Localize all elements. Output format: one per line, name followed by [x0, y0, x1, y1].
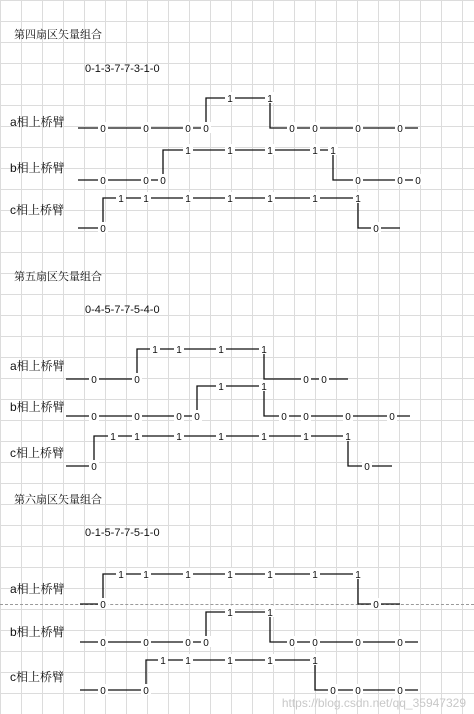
state-value: 0 — [100, 600, 106, 611]
row-label: c相上桥臂 — [10, 446, 65, 460]
state-value: 0 — [134, 375, 140, 386]
sector-title: 第五扇区矢量组合 — [14, 271, 102, 283]
state-value: 0 — [355, 638, 361, 649]
state-value: 1 — [312, 570, 318, 581]
state-value: 0 — [203, 638, 209, 649]
state-value: 0 — [100, 686, 106, 697]
state-value: 1 — [227, 146, 233, 157]
state-value: 0 — [303, 412, 309, 423]
state-value: 1 — [185, 656, 191, 667]
state-value: 0 — [160, 176, 166, 187]
state-value: 0 — [203, 124, 209, 135]
state-value: 1 — [261, 432, 267, 443]
state-value: 0 — [289, 124, 295, 135]
state-value: 1 — [267, 570, 273, 581]
state-value: 1 — [134, 432, 140, 443]
sector-title: 第四扇区矢量组合 — [14, 29, 102, 41]
state-value: 1 — [267, 146, 273, 157]
waveform-line — [78, 98, 418, 128]
state-value: 1 — [227, 570, 233, 581]
state-value: 1 — [227, 656, 233, 667]
state-value: 1 — [110, 432, 116, 443]
state-value: 0 — [303, 375, 309, 386]
state-value: 1 — [176, 345, 182, 356]
state-value: 0 — [373, 600, 379, 611]
state-value: 0 — [330, 686, 336, 697]
state-value: 1 — [218, 432, 224, 443]
sector-title: 第六扇区矢量组合 — [14, 494, 102, 506]
state-value: 0 — [312, 124, 318, 135]
state-value: 1 — [303, 432, 309, 443]
state-value: 0 — [194, 412, 200, 423]
state-value: 1 — [218, 345, 224, 356]
row-label: a相上桥臂 — [10, 582, 65, 596]
row-label: b相上桥臂 — [10, 625, 65, 639]
state-value: 1 — [185, 570, 191, 581]
state-value: 0 — [397, 176, 403, 187]
state-value: 1 — [143, 194, 149, 205]
state-value: 1 — [312, 146, 318, 157]
state-value: 1 — [330, 146, 336, 157]
state-value: 1 — [176, 432, 182, 443]
state-value: 0 — [321, 375, 327, 386]
state-value: 0 — [91, 462, 97, 473]
state-value: 0 — [389, 412, 395, 423]
state-value: 1 — [227, 94, 233, 105]
state-value: 1 — [227, 194, 233, 205]
waveform-line — [80, 612, 418, 642]
vector-sequence: 0-1-5-7-7-5-1-0 — [85, 527, 160, 539]
state-value: 0 — [185, 638, 191, 649]
state-value: 0 — [176, 412, 182, 423]
state-value: 0 — [289, 638, 295, 649]
state-value: 1 — [227, 608, 233, 619]
state-value: 0 — [100, 176, 106, 187]
state-value: 1 — [118, 570, 124, 581]
waveform-line — [78, 150, 418, 180]
row-label: a相上桥臂 — [10, 359, 65, 373]
state-value: 0 — [143, 638, 149, 649]
waveform-line — [78, 198, 400, 228]
state-value: 0 — [355, 124, 361, 135]
state-value: 1 — [185, 146, 191, 157]
row-label: a相上桥臂 — [10, 115, 65, 129]
state-value: 1 — [261, 382, 267, 393]
state-value: 0 — [100, 124, 106, 135]
waveform-line — [66, 386, 410, 416]
row-label: c相上桥臂 — [10, 670, 65, 684]
state-value: 1 — [355, 194, 361, 205]
state-value: 0 — [355, 686, 361, 697]
state-value: 1 — [152, 345, 158, 356]
state-value: 0 — [397, 638, 403, 649]
state-value: 1 — [185, 194, 191, 205]
state-value: 1 — [267, 608, 273, 619]
state-value: 0 — [91, 375, 97, 386]
state-value: 1 — [118, 194, 124, 205]
state-value: 1 — [312, 194, 318, 205]
vector-sequence: 0-1-3-7-7-3-1-0 — [85, 63, 160, 75]
state-value: 0 — [91, 412, 97, 423]
state-value: 1 — [160, 656, 166, 667]
row-label: b相上桥臂 — [10, 161, 65, 175]
state-value: 1 — [355, 570, 361, 581]
state-value: 0 — [143, 176, 149, 187]
state-value: 0 — [143, 686, 149, 697]
vector-sequence: 0-4-5-7-7-5-4-0 — [85, 304, 160, 316]
row-label: b相上桥臂 — [10, 400, 65, 414]
state-value: 0 — [373, 224, 379, 235]
waveform-line — [80, 660, 418, 690]
state-value: 0 — [397, 686, 403, 697]
state-value: 0 — [312, 638, 318, 649]
state-value: 0 — [134, 412, 140, 423]
state-value: 1 — [143, 570, 149, 581]
watermark: https://blog.csdn.net/qq_35947329 — [281, 696, 466, 710]
waveform-line — [80, 574, 400, 604]
state-value: 0 — [143, 124, 149, 135]
state-value: 0 — [345, 412, 351, 423]
state-value: 0 — [355, 176, 361, 187]
state-value: 1 — [267, 94, 273, 105]
state-value: 0 — [364, 462, 370, 473]
state-value: 0 — [100, 638, 106, 649]
state-value: 0 — [281, 412, 287, 423]
state-value: 1 — [267, 194, 273, 205]
state-value: 0 — [185, 124, 191, 135]
state-value: 1 — [267, 656, 273, 667]
state-value: 1 — [261, 345, 267, 356]
state-value: 1 — [218, 382, 224, 393]
state-value: 0 — [100, 224, 106, 235]
state-value: 0 — [397, 124, 403, 135]
state-value: 1 — [312, 656, 318, 667]
state-value: 0 — [415, 176, 421, 187]
state-value: 1 — [345, 432, 351, 443]
row-label: c相上桥臂 — [10, 203, 65, 217]
